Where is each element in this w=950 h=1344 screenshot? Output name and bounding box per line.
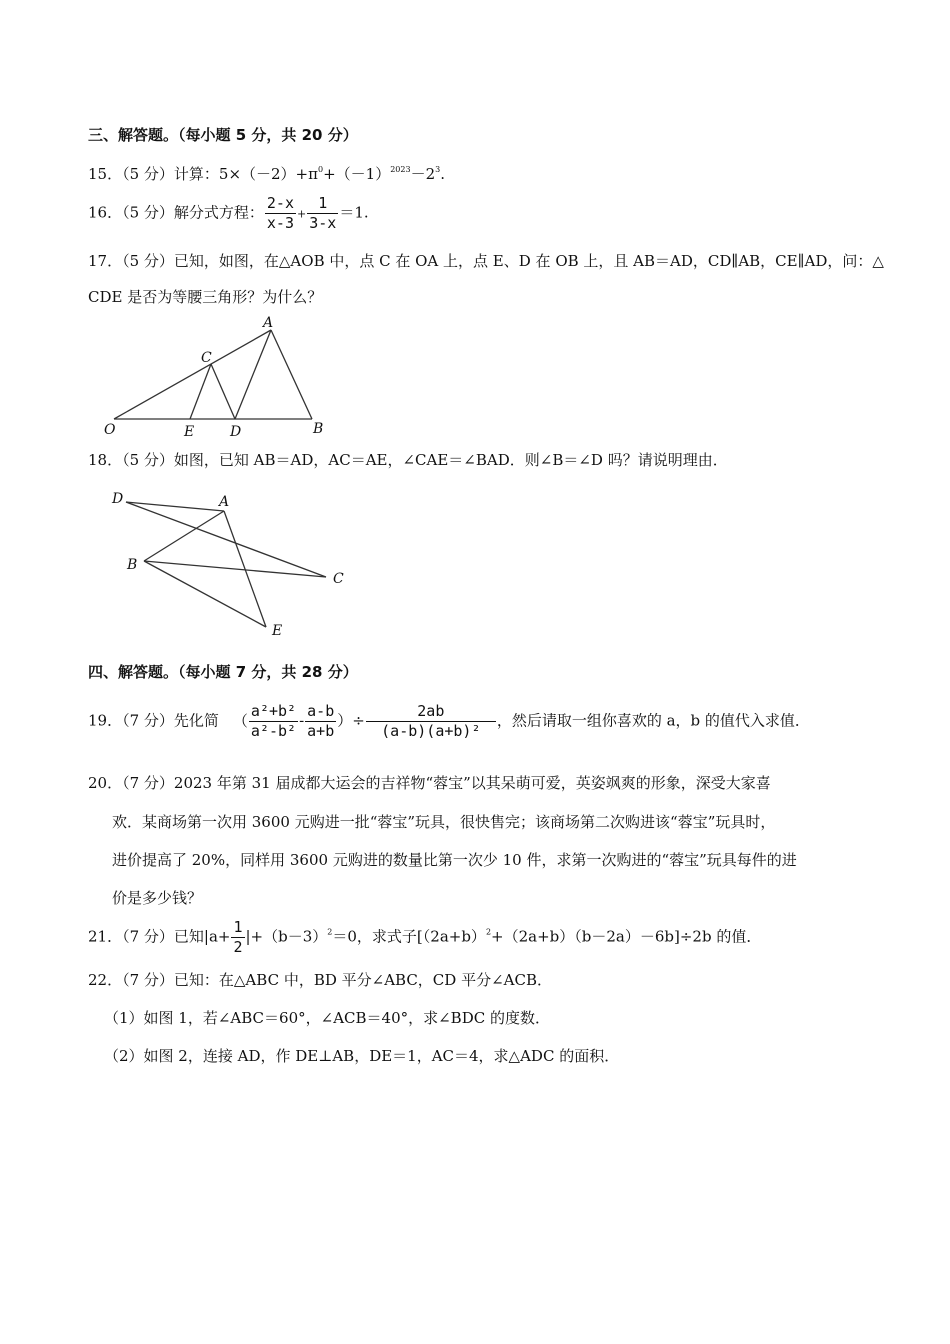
section-3-heading: 三、解答题。（每小题 5 分，共 20 分） bbox=[88, 126, 358, 144]
q21-mid: |+（b－3） bbox=[245, 927, 328, 946]
point-label-b: B bbox=[313, 421, 324, 437]
q21-fraction bbox=[231, 918, 244, 957]
q16-f2-denominator: 3-x bbox=[309, 214, 337, 232]
question-22-line-1: 22．（7 分）已知：在△ABC 中，BD 平分∠ABC，CD 平分∠ACB． bbox=[88, 971, 552, 989]
point-label-e: E bbox=[184, 424, 195, 440]
q19-f3-numerator: 2ab bbox=[366, 702, 496, 722]
q21-f-denominator: 2 bbox=[233, 938, 243, 956]
segment-ab bbox=[271, 330, 312, 419]
q15-mid2: －2 bbox=[410, 165, 436, 183]
q19-open-paren: （ bbox=[232, 711, 248, 730]
segment-bc bbox=[144, 561, 326, 577]
segment-ce bbox=[190, 364, 211, 419]
segment-ab bbox=[144, 511, 224, 561]
q21-exp2: 2 bbox=[485, 927, 492, 937]
point-label-b: B bbox=[127, 557, 138, 573]
point-label-a: A bbox=[219, 494, 230, 510]
point-label-c: C bbox=[333, 571, 344, 587]
question-17-line-1: 17．（5 分）已知，如图，在△AOB 中，点 C 在 OA 上，点 E、D 在 OB 上，且 AB＝AD，CD∥AB，CE∥AD，问：△ bbox=[88, 252, 884, 270]
q15-exp2: 2023 bbox=[390, 165, 411, 174]
q21-f-numerator: 1 bbox=[233, 918, 243, 936]
question-22-sub-2: （2）如图 2，连接 AD，作 DE⊥AB，DE＝1，AC＝4，求△ADC 的面积． bbox=[104, 1047, 620, 1065]
point-label-o: O bbox=[104, 422, 116, 438]
question-18: 18．（5 分）如图，已知 AB＝AD，AC＝AE，∠CAE＝∠BAD．则∠B＝∠D 吗？请说明理由． bbox=[88, 451, 728, 469]
question-16 bbox=[88, 194, 369, 233]
q16-prefix: 16．（5 分）解分式方程： bbox=[88, 203, 264, 222]
figure-q18-triangles bbox=[100, 485, 360, 640]
question-19 bbox=[88, 702, 810, 741]
q19-f2-numerator: a-b bbox=[307, 702, 335, 720]
q21-exp: 2 bbox=[327, 927, 333, 937]
segment-be bbox=[144, 561, 266, 627]
question-20-line-4: 价是多少钱？ bbox=[112, 889, 203, 907]
question-22-sub-1: （1）如图 1，若∠ABC＝60°，∠ACB＝40°，求∠BDC 的度数． bbox=[104, 1009, 550, 1027]
q16-f2-numerator: 1 bbox=[307, 194, 338, 214]
q15-exp3: 3 bbox=[435, 165, 441, 174]
q16-f1-numerator: 2-x bbox=[266, 194, 294, 212]
question-17-line-2: CDE 是否为等腰三角形？为什么？ bbox=[88, 288, 323, 306]
point-label-e: E bbox=[272, 623, 283, 639]
q19-fraction-3 bbox=[366, 702, 496, 741]
point-label-d: D bbox=[112, 491, 124, 507]
q19-prefix: 19．（7 分）先化简 bbox=[88, 711, 219, 730]
q19-fraction-2 bbox=[305, 702, 336, 741]
q16-end: ＝1. bbox=[339, 203, 369, 222]
q19-f3-denominator: (a-b)(a+b)² bbox=[381, 722, 481, 740]
question-20-line-2: 欢．某商场第一次用 3600 元购进一批“蓉宝”玩具，很快售完；该商场第二次购进该“蓉宝”玩具时， bbox=[112, 813, 776, 831]
q19-fraction-1 bbox=[249, 702, 298, 741]
segment-ad bbox=[126, 502, 224, 511]
question-20-line-3: 进价提高了 20%，同样用 3600 元购进的数量比第一次少 10 件，求第一次购进的“蓉宝”玩具每件的进 bbox=[112, 851, 797, 869]
point-label-a: A bbox=[263, 315, 274, 331]
segment-dc bbox=[126, 502, 326, 577]
q15-prefix: 15．（5 分）计算：5×（－2）+π bbox=[88, 165, 318, 183]
q19-suffix: ，然后请取一组你喜欢的 a，b 的值代入求值． bbox=[496, 711, 810, 730]
q19-close-div: ）÷ bbox=[337, 711, 365, 730]
q15-exp1: 0 bbox=[317, 165, 324, 174]
q21-prefix: 21．（7 分）已知|a+ bbox=[88, 927, 231, 946]
point-label-c: C bbox=[201, 350, 212, 366]
q19-f2-denominator: a+b bbox=[307, 722, 335, 740]
segment-ad bbox=[235, 330, 271, 419]
q16-f1-denominator: x-3 bbox=[266, 214, 294, 232]
figure-q17-triangle bbox=[100, 312, 340, 442]
point-label-d: D bbox=[230, 424, 242, 440]
q16-fraction-2 bbox=[307, 194, 338, 233]
segment-cd bbox=[211, 364, 235, 419]
q19-f1-numerator: a²+b² bbox=[250, 702, 297, 720]
segment-oa bbox=[114, 330, 271, 419]
q19-f1-denominator: a²-b² bbox=[250, 722, 297, 740]
q15-end: . bbox=[440, 165, 445, 183]
question-15 bbox=[88, 163, 445, 184]
q15-mid: +（－1） bbox=[323, 165, 391, 183]
question-21 bbox=[88, 918, 761, 957]
question-20-line-1: 20．（7 分）2023 年第 31 届成都大运会的吉祥物“蓉宝”以其呆萌可爱，英姿飒爽的形象，深受大家喜 bbox=[88, 774, 771, 792]
q21-mid2: ＝0，求式子[（2a+b） bbox=[332, 927, 486, 946]
q21-end: +（2a+b）（b－2a）－6b]÷2b 的值． bbox=[491, 927, 762, 946]
q19-minus: - bbox=[299, 711, 305, 730]
section-4-heading: 四、解答题。（每小题 7 分，共 28 分） bbox=[88, 663, 358, 681]
q16-plus: + bbox=[297, 207, 307, 221]
q16-fraction-1 bbox=[265, 194, 296, 233]
